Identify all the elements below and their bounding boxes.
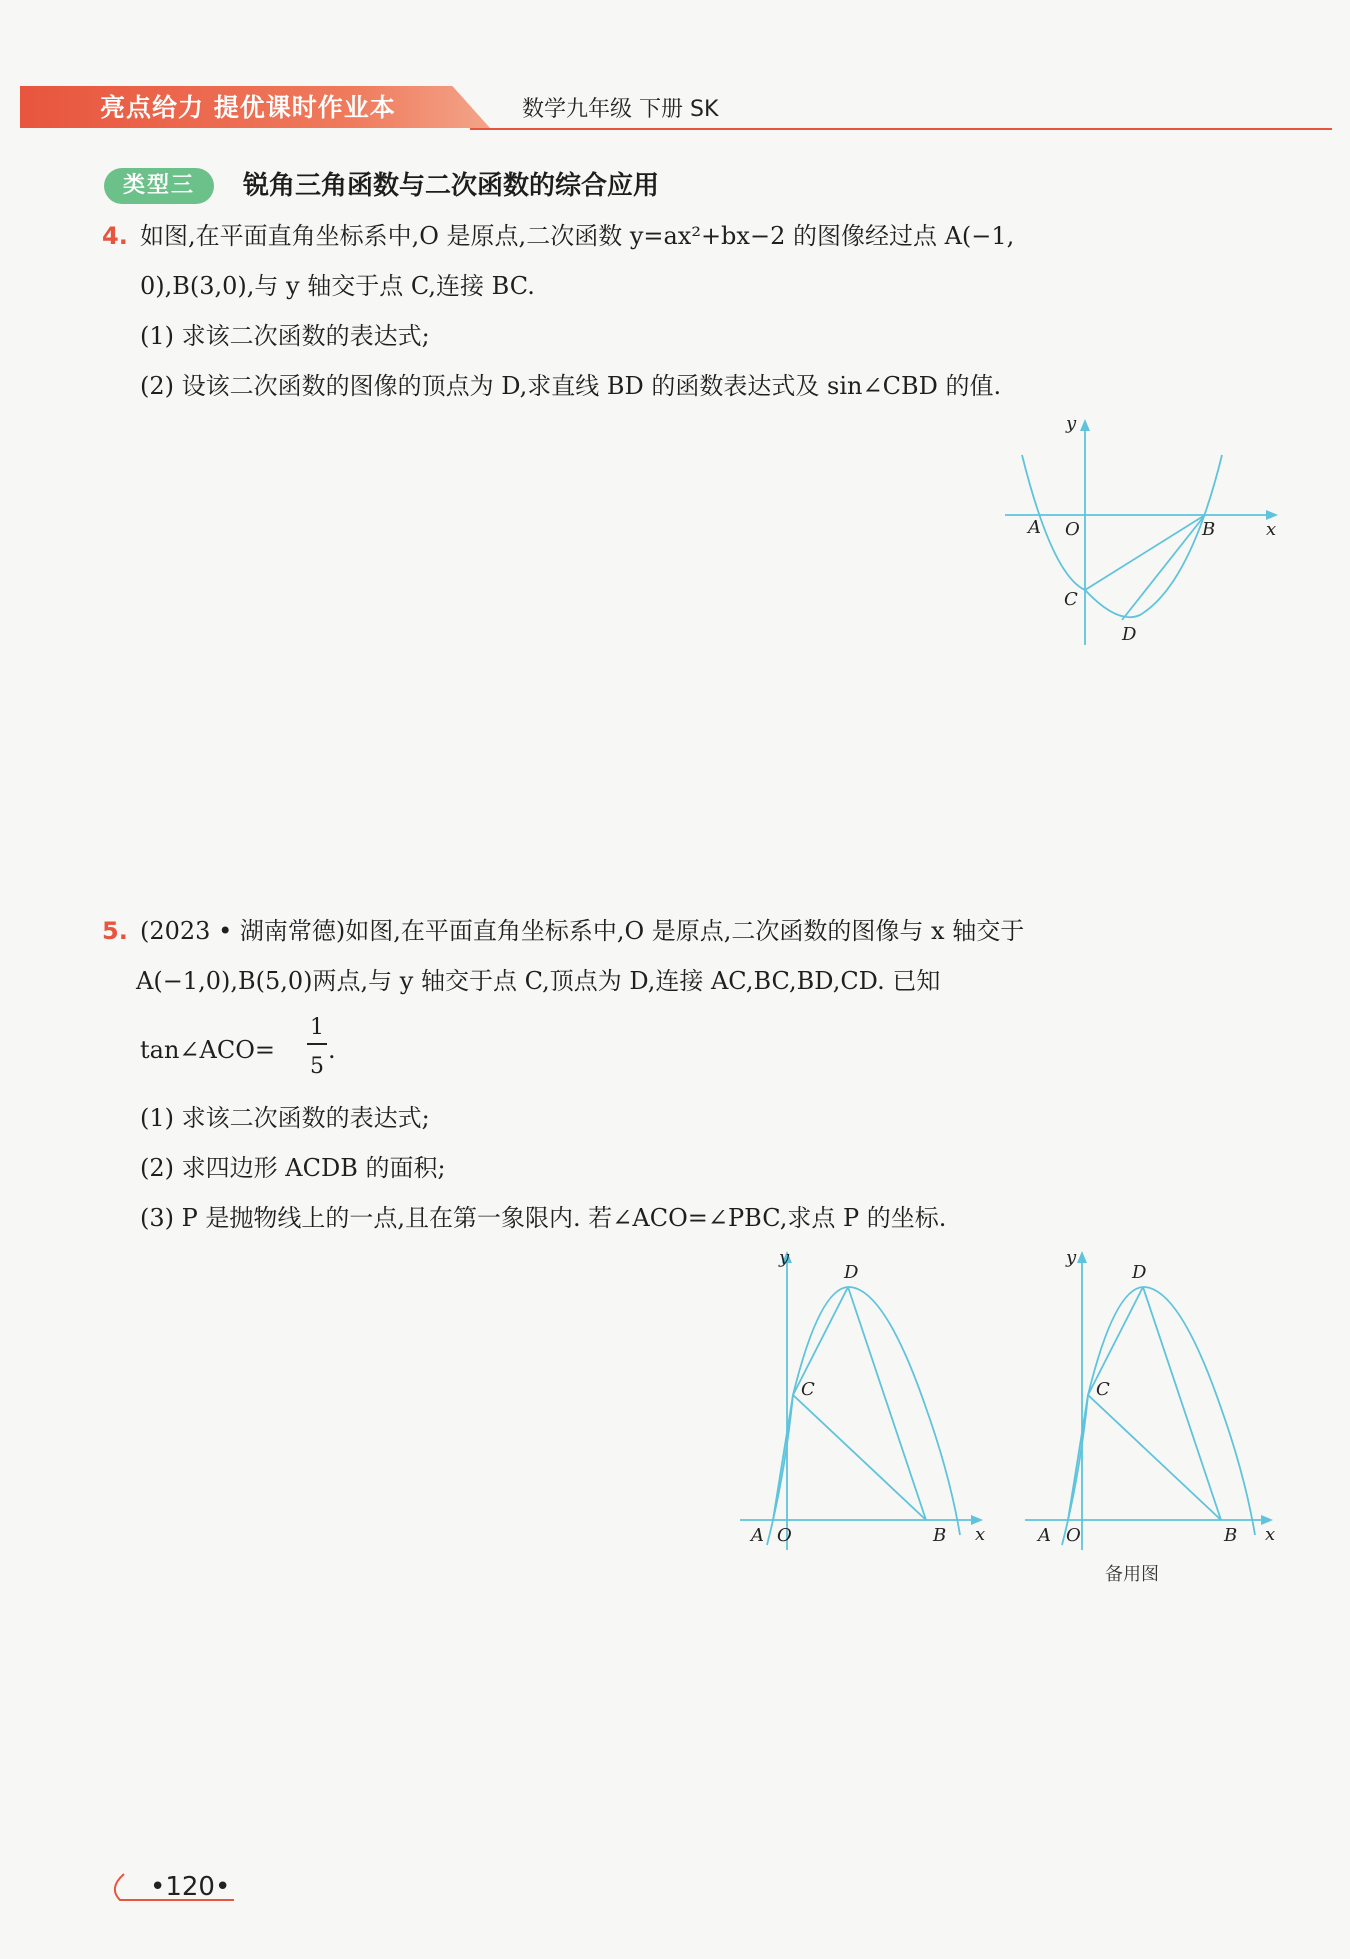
fraction-numerator: 1: [310, 1015, 324, 1040]
label-d: D: [844, 1262, 859, 1283]
label-y: y: [1066, 1247, 1077, 1268]
question-5-line3-suffix: .: [328, 1036, 336, 1064]
label-a: A: [751, 1525, 764, 1546]
label-a: A: [1028, 517, 1041, 538]
header-title: 亮点给力 提优课时作业本: [100, 93, 396, 122]
label-c: C: [1064, 589, 1078, 610]
question-5-line1: (2023 • 湖南常德)如图,在平面直角坐标系中,O 是原点,二次函数的图像与 x 轴交于: [140, 917, 1025, 945]
fraction-bar: [307, 1043, 327, 1045]
parabola-curve: [767, 1287, 960, 1545]
label-c: C: [1096, 1379, 1110, 1400]
label-d: D: [1132, 1262, 1147, 1283]
section-title: 锐角三角函数与二次函数的综合应用: [243, 171, 660, 201]
parabola-curve: [1062, 1287, 1255, 1545]
header-rule: [470, 128, 1332, 130]
label-d: D: [1122, 624, 1137, 645]
segment-bd: [1122, 515, 1205, 620]
y-axis-arrow-icon: [1077, 1251, 1087, 1263]
label-b: B: [1224, 1525, 1238, 1546]
parabola-curve: [1022, 455, 1222, 617]
label-x: x: [1265, 1524, 1276, 1545]
question-5-part2: (2) 求四边形 ACDB 的面积;: [140, 1154, 446, 1182]
label-x: x: [975, 1524, 986, 1545]
question-5-spare-figure: [1020, 1245, 1290, 1555]
fraction-denominator: 5: [310, 1054, 324, 1079]
label-o: O: [777, 1525, 792, 1546]
question-5-figure: [735, 1245, 995, 1555]
label-o: O: [1066, 1525, 1081, 1546]
label-o: O: [1065, 519, 1080, 540]
label-a: A: [1038, 1525, 1051, 1546]
segment-bc: [1085, 515, 1205, 590]
segment-bc: [793, 1395, 926, 1520]
question-5-line3-prefix: tan∠ACO=: [140, 1036, 275, 1064]
segment-bc: [1088, 1395, 1221, 1520]
label-c: C: [801, 1379, 815, 1400]
y-axis-arrow-icon: [1080, 419, 1090, 431]
label-y: y: [779, 1247, 790, 1268]
segment-bd: [1143, 1287, 1221, 1520]
question-5-part3: (3) P 是抛物线上的一点,且在第一象限内. 若∠ACO=∠PBC,求点 P 的坐标.: [140, 1204, 947, 1232]
question-5-part1: (1) 求该二次函数的表达式;: [140, 1104, 430, 1132]
header-book-info: 数学九年级 下册 SK: [522, 97, 719, 122]
segment-ac: [773, 1395, 793, 1520]
question-4-figure: [1000, 415, 1290, 655]
label-x: x: [1266, 519, 1277, 540]
question-5-line2: A(−1,0),B(5,0)两点,与 y 轴交于点 C,顶点为 D,连接 AC,BC,BD,CD. 已知: [136, 967, 941, 995]
segment-ac: [1068, 1395, 1088, 1520]
question-4-part1: (1) 求该二次函数的表达式;: [140, 322, 430, 350]
section-badge: 类型三: [104, 168, 214, 204]
label-y: y: [1066, 415, 1077, 434]
question-4-line1: 如图,在平面直角坐标系中,O 是原点,二次函数 y=ax²+bx−2 的图像经过点 A(−1,: [140, 222, 1015, 250]
question-4-part2: (2) 设该二次函数的图像的顶点为 D,求直线 BD 的函数表达式及 sin∠CBD 的值.: [140, 372, 1002, 400]
label-b: B: [933, 1525, 947, 1546]
question-5-number: 5.: [102, 917, 128, 945]
label-b: B: [1202, 519, 1216, 540]
question-4-number: 4.: [102, 222, 128, 250]
question-4-line2: 0),B(3,0),与 y 轴交于点 C,连接 BC.: [140, 272, 535, 300]
segment-bd: [848, 1287, 926, 1520]
page-number: •120•: [150, 1872, 231, 1902]
spare-figure-caption: 备用图: [1105, 1564, 1159, 1585]
